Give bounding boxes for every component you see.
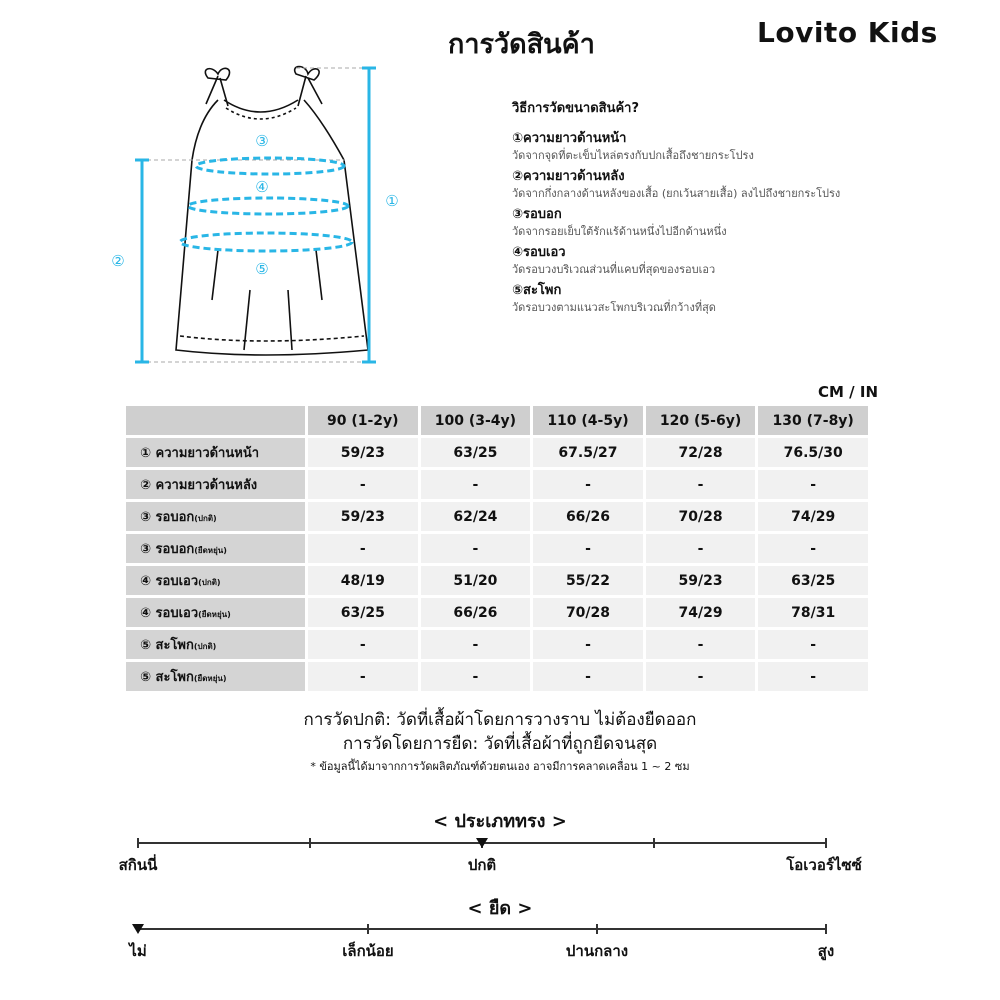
- fit-tick: [137, 838, 139, 848]
- stretch-scale-title: < ยืด >: [467, 898, 533, 919]
- fit-tick: [653, 838, 655, 848]
- guide-item: [512, 282, 932, 316]
- table-header-row: [126, 406, 868, 435]
- table-cell: 66/26: [421, 598, 531, 627]
- stretch-label-high: สูง: [817, 942, 835, 960]
- row-label-text: ⑤ สะโพก: [140, 670, 194, 685]
- table-cell: -: [533, 662, 643, 691]
- table-row: [126, 502, 868, 531]
- column-header: 120 (5-6y): [646, 406, 756, 435]
- table-cell: 59/23: [308, 502, 418, 531]
- table-cell: -: [646, 630, 756, 659]
- table-cell: -: [533, 630, 643, 659]
- guide-item-heading: ⑤สะโพก: [512, 283, 562, 298]
- table-cell: -: [646, 534, 756, 563]
- dress-measurement-illustration: [100, 60, 420, 370]
- table-row: [126, 566, 868, 595]
- guide-item-heading: ①ความยาวด้านหน้า: [512, 131, 627, 146]
- table-cell: 66/26: [533, 502, 643, 531]
- table-row: [126, 470, 868, 499]
- size-table: [126, 406, 874, 691]
- table-cell: -: [533, 534, 643, 563]
- table-row: [126, 598, 868, 627]
- row-label: [126, 630, 305, 659]
- table-cell: -: [308, 630, 418, 659]
- table-row: [126, 534, 868, 563]
- measurement-guide: [512, 97, 932, 320]
- row-label-text: ⑤ สะโพก: [140, 638, 194, 653]
- row-label-sub: (ยืดหยุ่น): [198, 610, 231, 619]
- row-label-text: ① ความยาวด้านหน้า: [140, 446, 259, 461]
- table-cell: 63/25: [308, 598, 418, 627]
- table-row: [126, 662, 868, 691]
- hip-measure-ellipse: [180, 233, 352, 251]
- guide-item-desc: วัดรอบวงตามแนวสะโพกบริเวณที่กว้างที่สุด: [512, 301, 716, 314]
- table-cell: -: [421, 662, 531, 691]
- table-cell: 59/23: [308, 438, 418, 467]
- table-cell: 78/31: [758, 598, 868, 627]
- table-cell: 74/29: [758, 502, 868, 531]
- row-label-sub: (ปกติ): [194, 514, 217, 523]
- table-cell: -: [421, 534, 531, 563]
- row-label-text: ③ รอบอก: [140, 542, 195, 557]
- row-label-text: ② ความยาวด้านหลัง: [140, 478, 258, 493]
- note-normal: การวัดปกติ: วัดที่เสื้อผ้าโดยการวางราบ ไม่ต้องยืดออก: [303, 710, 697, 730]
- table-cell: -: [758, 662, 868, 691]
- row-label: [126, 566, 305, 595]
- column-header: 130 (7-8y): [758, 406, 868, 435]
- table-cell: 63/25: [421, 438, 531, 467]
- table-cell: 51/20: [421, 566, 531, 595]
- brand-logo: Lovito Kids: [757, 16, 938, 49]
- table-cell: 70/28: [533, 598, 643, 627]
- fit-tick: [825, 838, 827, 848]
- table-cell: 70/28: [646, 502, 756, 531]
- marker-4: ④: [255, 178, 269, 196]
- column-header: 90 (1-2y): [308, 406, 418, 435]
- note-stretched: การวัดโดยการยืด: วัดที่เสื้อผ้าที่ถูกยืดจนสุด: [342, 734, 658, 754]
- row-label-sub: (ปกติ): [198, 578, 221, 587]
- table-cell: -: [758, 470, 868, 499]
- stretch-tick: [367, 924, 369, 934]
- guide-item-heading: ③รอบอก: [512, 207, 562, 222]
- table-cell: 72/28: [646, 438, 756, 467]
- table-cell: -: [421, 630, 531, 659]
- guide-item: [512, 244, 932, 278]
- row-label: [126, 502, 305, 531]
- guide-item-desc: วัดจากรอยเย็บใต้รักแร้ด้านหนึ่งไปอีกด้านหนึ่ง: [512, 225, 727, 238]
- marker-3: ③: [255, 132, 269, 150]
- table-cell: 67.5/27: [533, 438, 643, 467]
- table-corner: [126, 406, 305, 435]
- row-label-sub: (ปกติ): [193, 642, 217, 651]
- fit-scale-title: < ประเภททรง >: [433, 811, 567, 832]
- page-title: การวัดสินค้า: [448, 29, 595, 60]
- stretch-tick: [596, 924, 598, 934]
- row-label: [126, 534, 305, 563]
- table-cell: -: [308, 470, 418, 499]
- table-row: [126, 438, 868, 467]
- fit-selected-marker-icon: [476, 838, 488, 848]
- measurement-notes: [0, 708, 1000, 778]
- stretch-label-slight: เล็กน้อย: [342, 942, 394, 960]
- table-cell: -: [646, 662, 756, 691]
- row-label: [126, 598, 305, 627]
- stretch-selected-marker-icon: [132, 924, 144, 934]
- table-cell: 62/24: [421, 502, 531, 531]
- table-cell: -: [421, 470, 531, 499]
- table-cell: 59/23: [646, 566, 756, 595]
- waist-measure-ellipse: [188, 198, 348, 214]
- guide-item-heading: ④รอบเอว: [512, 245, 566, 260]
- fit-label-skinny: สกินนี่: [118, 856, 158, 874]
- row-label-text: ③ รอบอก: [140, 510, 195, 525]
- row-label-text: ④ รอบเอว: [140, 574, 199, 589]
- guide-item-desc: วัดรอบวงบริเวณส่วนที่แคบที่สุดของรอบเอว: [512, 263, 716, 276]
- column-header: 110 (4-5y): [533, 406, 643, 435]
- stretch-tick: [825, 924, 827, 934]
- guide-item-desc: วัดจากกึ่งกลางด้านหลังของเสื้อ (ยกเว้นสายเสื้อ) ลงไปถึงชายกระโปรง: [512, 187, 841, 200]
- guide-item: [512, 168, 932, 202]
- table-cell: 48/19: [308, 566, 418, 595]
- table-cell: -: [308, 662, 418, 691]
- fit-label-regular: ปกติ: [467, 856, 497, 874]
- row-label-text: ④ รอบเอว: [140, 606, 199, 621]
- table-cell: -: [758, 630, 868, 659]
- stretch-label-none: ไม่: [129, 942, 147, 960]
- table-cell: -: [758, 534, 868, 563]
- table-cell: 63/25: [758, 566, 868, 595]
- guide-title: วิธีการวัดขนาดสินค้า?: [512, 101, 640, 116]
- fit-label-oversize: โอเวอร์ไซซ์: [786, 856, 862, 874]
- fit-tick: [309, 838, 311, 848]
- marker-2: ②: [111, 252, 125, 270]
- row-label: [126, 438, 305, 467]
- guide-item-heading: ②ความยาวด้านหลัง: [512, 169, 625, 184]
- table-cell: -: [308, 534, 418, 563]
- table-cell: -: [646, 470, 756, 499]
- marker-5: ⑤: [255, 260, 269, 278]
- row-label: [126, 470, 305, 499]
- table-cell: -: [533, 470, 643, 499]
- table-cell: 76.5/30: [758, 438, 868, 467]
- table-cell: 55/22: [533, 566, 643, 595]
- guide-item: [512, 206, 932, 240]
- row-label: [126, 662, 305, 691]
- guide-item-desc: วัดจากจุดที่ตะเข็บไหล่ตรงกับปกเสื้อถึงชายกระโปรง: [512, 149, 754, 162]
- table-cell: 74/29: [646, 598, 756, 627]
- note-disclaimer: * ข้อมูลนี้ได้มาจากการวัดผลิตภัณฑ์ด้วยตนเอง อาจมีการคลาดเคลื่อน 1 ~ 2 ซม: [310, 760, 690, 773]
- marker-1: ①: [385, 192, 399, 210]
- row-label-sub: (ยืดหยุ่น): [194, 546, 227, 555]
- column-header: 100 (3-4y): [421, 406, 531, 435]
- stretch-label-medium: ปานกลาง: [565, 942, 629, 960]
- row-label-sub: (ยืดหยุ่น): [193, 674, 227, 683]
- guide-item: [512, 130, 932, 164]
- unit-label: CM / IN: [818, 383, 878, 401]
- stretch-scale-line: [138, 928, 826, 930]
- table-row: [126, 630, 868, 659]
